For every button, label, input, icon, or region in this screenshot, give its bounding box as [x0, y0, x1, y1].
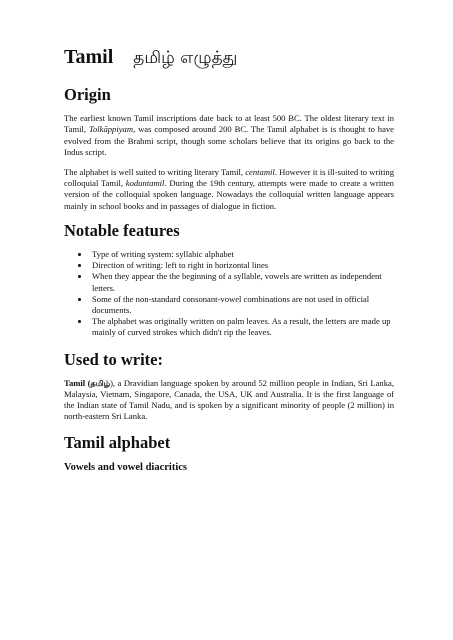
used-heading: Used to write:: [64, 349, 163, 369]
list-item: • The alphabet was originally written on palm leaves. As a result, the letters are made up mainly of curved strokes which didn't rip the leaves.: [90, 316, 394, 338]
used-paragraph: [64, 378, 394, 423]
origin-p2-text-a: The alphabet is well suited to writing literary Tamil,: [64, 166, 246, 177]
features-list: [64, 249, 394, 339]
origin-p2-italic-2: koduntamil: [125, 178, 165, 189]
alphabet-subheading: Vowels and vowel diacritics: [64, 461, 187, 473]
used-tamil-word: தமிழ்: [90, 378, 111, 388]
used-bold-tamil: Tamil: [64, 377, 86, 388]
alphabet-heading: Tamil alphabet: [64, 433, 171, 453]
list-item: • Type of writing system: syllabic alphabet: [90, 249, 394, 260]
origin-p2-text-b: . However it is ill-suited to writing colloquial Tamil,: [64, 166, 394, 189]
origin-p1-text-b: , was composed around 200 BC. The Tamil alphabet is is thought to have evolved from the Brahmi script, though some scholars believe that its origins go back to the Indus script.: [64, 124, 394, 157]
origin-paragraph-1: [64, 113, 394, 158]
title-row: [64, 46, 394, 70]
origin-section: [64, 86, 394, 212]
alphabet-section: [64, 434, 394, 472]
list-item: • Some of the non-standard consonant-vowel combinations are not used in official documents.: [90, 294, 394, 316]
page-title: Tamil: [64, 46, 114, 68]
features-section: [64, 222, 394, 339]
document-page: [64, 46, 394, 473]
origin-p2-italic-1: centamil: [245, 166, 275, 177]
origin-heading: Origin: [64, 85, 111, 104]
features-heading: Notable features: [64, 220, 180, 240]
list-item: • When they appear the the beginning of a syllable, vowels are written as independent letters.: [90, 271, 394, 293]
list-item: • Direction of writing: left to right in horizontal lines: [90, 260, 394, 271]
origin-p1-italic: Tolkāppiyam: [88, 124, 134, 135]
origin-p2-text-c: . During the 19th century, attempts were made to create a written version of the colloquial spoken language. Nowadays the colloquial written language appears mainly in school books and in passages of dialogue in fiction.: [64, 178, 394, 211]
used-section: [64, 351, 394, 423]
used-rest-text: ), a Dravidian language spoken by around 52 million people in Indian, Sri Lanka, Malaysia, Vietnam, Singapore, Canada, the USA, UK and Australia. It is the first language of the Indian state of Tamil Nadu, and is spoken by a significant minority of people (2 million) in north-eastern Sri Lanka.: [64, 377, 394, 422]
used-bold-paren: (: [85, 377, 91, 388]
origin-p1-text-a: The earliest known Tamil inscriptions date back to at least 500 BC. The oldest literary text in Tamil,: [64, 113, 394, 135]
tamil-script-title: தமிழ் எழுத்து: [133, 48, 238, 68]
origin-paragraph-2: [64, 167, 394, 212]
